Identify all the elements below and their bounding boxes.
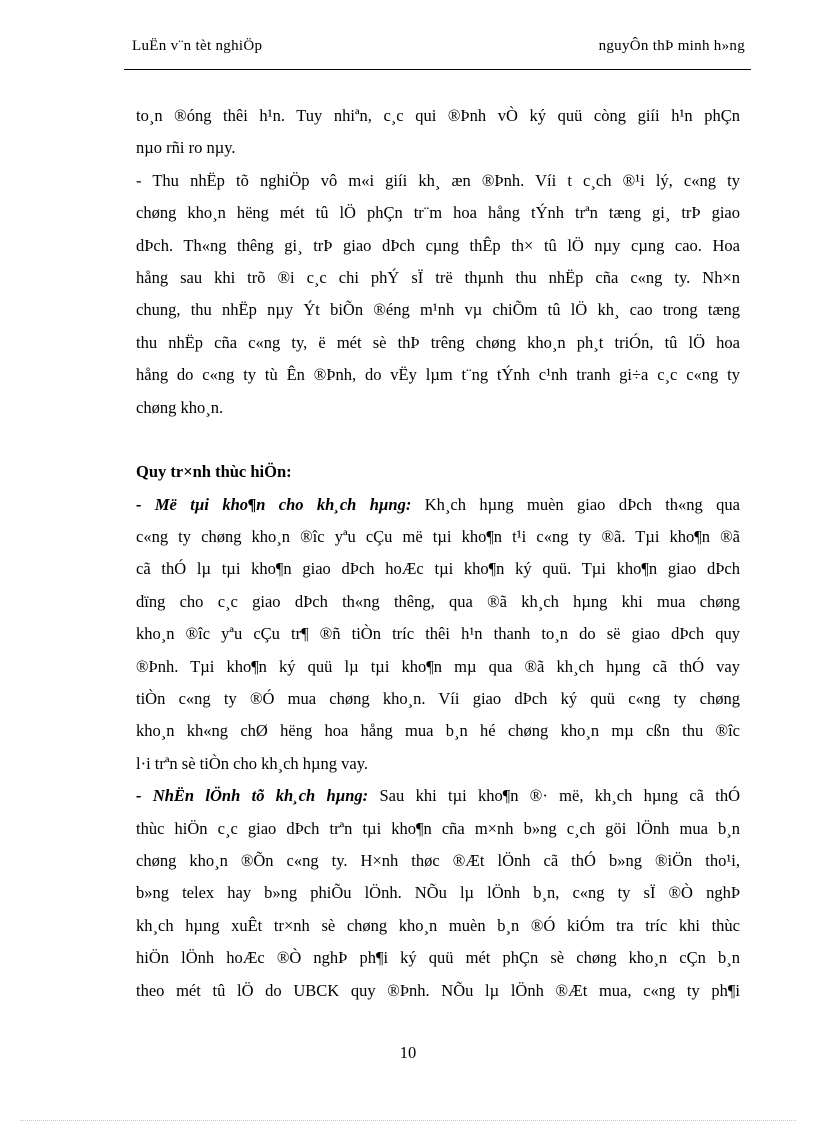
text-line xyxy=(136,780,740,812)
page-bottom-edge xyxy=(20,1120,796,1121)
subsection-open-account xyxy=(136,489,740,781)
text-line xyxy=(136,489,740,521)
section-heading: Quy tr×nh thùc hiÖn: xyxy=(136,462,292,482)
page-number: 10 xyxy=(399,1043,417,1062)
text-line: hång do c«ng ty tù Ên ®Þnh, do vËy lµm t¨ng tÝnh c¹nh tranh gi÷a c¸c c«ng ty xyxy=(136,365,740,385)
text-line: hiÖn lÖnh hoÆc ®Ò nghÞ ph¶i ký quü mét phÇn sè chøng kho¸n cÇn b¸n xyxy=(136,948,740,968)
text-line: chøng kho¸n. xyxy=(136,397,224,417)
text-line: cã thÓ lµ tµi kho¶n giao dÞch hoÆc tµi kho¶n ký quü. Tµi kho¶n giao dÞch xyxy=(136,559,740,579)
text-line: kh¸ch hµng xuÊt tr×nh sè chøng kho¸n muèn b¸n ®Ó kiÓm tra tríc khi thùc xyxy=(136,915,740,935)
document-body xyxy=(136,100,740,1007)
text-line: - Thu nhËp tõ nghiÖp vô m«i giíi kh¸ æn ®Þnh. Víi t c¸ch ®¹i lý, c«ng ty xyxy=(136,170,740,190)
text-line: to¸n ®óng thêi h¹n. Tuy nhiªn, c¸c qui ®Þnh vÒ ký quü còng giíi h¹n phÇn xyxy=(136,106,740,125)
text-line: theo mét tû lÖ do UBCK quy ®Þnh. NÕu lµ lÖnh ®Æt mua, c«ng ty ph¶i xyxy=(136,980,740,1000)
text-line: chøng kho¸n hëng mét tû lÖ phÇn tr¨m hoa hång tÝnh trªn tæng gi¸ trÞ giao xyxy=(136,203,740,223)
text-run: Sau khi tµi kho¶n ®· më, kh¸ch hµng cã thÓ xyxy=(368,786,741,806)
text-line: tiÒn c«ng ty ®Ó mua chøng kho¸n. Víi giao dÞch ký quü c«ng ty chøng xyxy=(136,689,740,709)
text-line: c«ng ty chøng kho¸n ®îc yªu cÇu më tµi kho¶n t¹i c«ng ty ®ã. Tµi kho¶n ®ã xyxy=(136,527,740,547)
text-line: chøng kho¸n ®Õn c«ng ty. H×nh thøc ®Æt lÖnh cã thÓ b»ng ®iÖn tho¹i, xyxy=(136,850,740,870)
text-line: thu nhËp cña c«ng ty, ë mét sè thÞ trêng chøng kho¸n ph¸t triÓn, tû lÖ hoa xyxy=(136,332,740,352)
paragraph-2 xyxy=(136,165,740,424)
text-line: ®Þnh. Tµi kho¶n ký quü lµ tµi kho¶n mµ qua ®ã kh¸ch hµng cã thÓ vay xyxy=(136,656,740,676)
text-line: thùc hiÖn c¸c giao dÞch trªn tµi kho¶n cña m×nh b»ng c¸ch göi lÖnh mua b¸n xyxy=(136,818,740,838)
text-line: b»ng telex hay b»ng phiÕu lÖnh. NÕu lµ lÖnh b¸n, c«ng ty sÏ ®Ò nghÞ xyxy=(136,883,740,903)
text-line: kho¸n kh«ng chØ hëng hoa hång mua b¸n hé chøng kho¸n mµ cßn thu ®îc xyxy=(136,721,740,741)
header-author-name: nguyÔn thÞ minh h»ng xyxy=(598,38,745,54)
page-header xyxy=(124,38,751,62)
subsection-label: - Më tµi kho¶n cho kh¸ch hµng: xyxy=(136,494,412,514)
header-divider xyxy=(124,69,751,70)
text-line: hång sau khi trõ ®i c¸c chi phÝ sÏ trë thµnh thu nhËp cña c«ng ty. Nh×n xyxy=(136,267,740,287)
text-run: Kh¸ch hµng muèn giao dÞch th«ng qua xyxy=(411,494,740,514)
text-line: dïng cho c¸c giao dÞch th«ng thêng, qua ®ã kh¸ch hµng khi mua chøng xyxy=(136,591,740,611)
paragraph-1 xyxy=(136,100,740,165)
text-line: nµo rñi ro nµy. xyxy=(136,138,236,158)
subsection-label: - NhËn lÖnh tõ kh¸ch hµng: xyxy=(136,786,369,806)
header-thesis-title: LuËn v¨n tèt nghiÖp xyxy=(132,38,263,54)
text-line: l·i trªn sè tiÒn cho kh¸ch hµng vay. xyxy=(136,753,369,773)
text-line: dÞch. Th«ng thêng gi¸ trÞ giao dÞch cµng thÊp th× tû lÖ nµy cµng cao. Hoa xyxy=(136,235,740,255)
paragraph-spacer xyxy=(136,424,740,456)
text-line: kho¸n ®îc yªu cÇu tr¶ ®ñ tiÒn tríc thêi h¹n thanh to¸n do së giao dÞch quy xyxy=(136,624,740,644)
subsection-receive-order xyxy=(136,780,740,1007)
text-line: chung, thu nhËp nµy Ýt biÕn ®éng m¹nh vµ chiÕm tû lÖ kh¸ cao trong tæng xyxy=(136,300,740,320)
